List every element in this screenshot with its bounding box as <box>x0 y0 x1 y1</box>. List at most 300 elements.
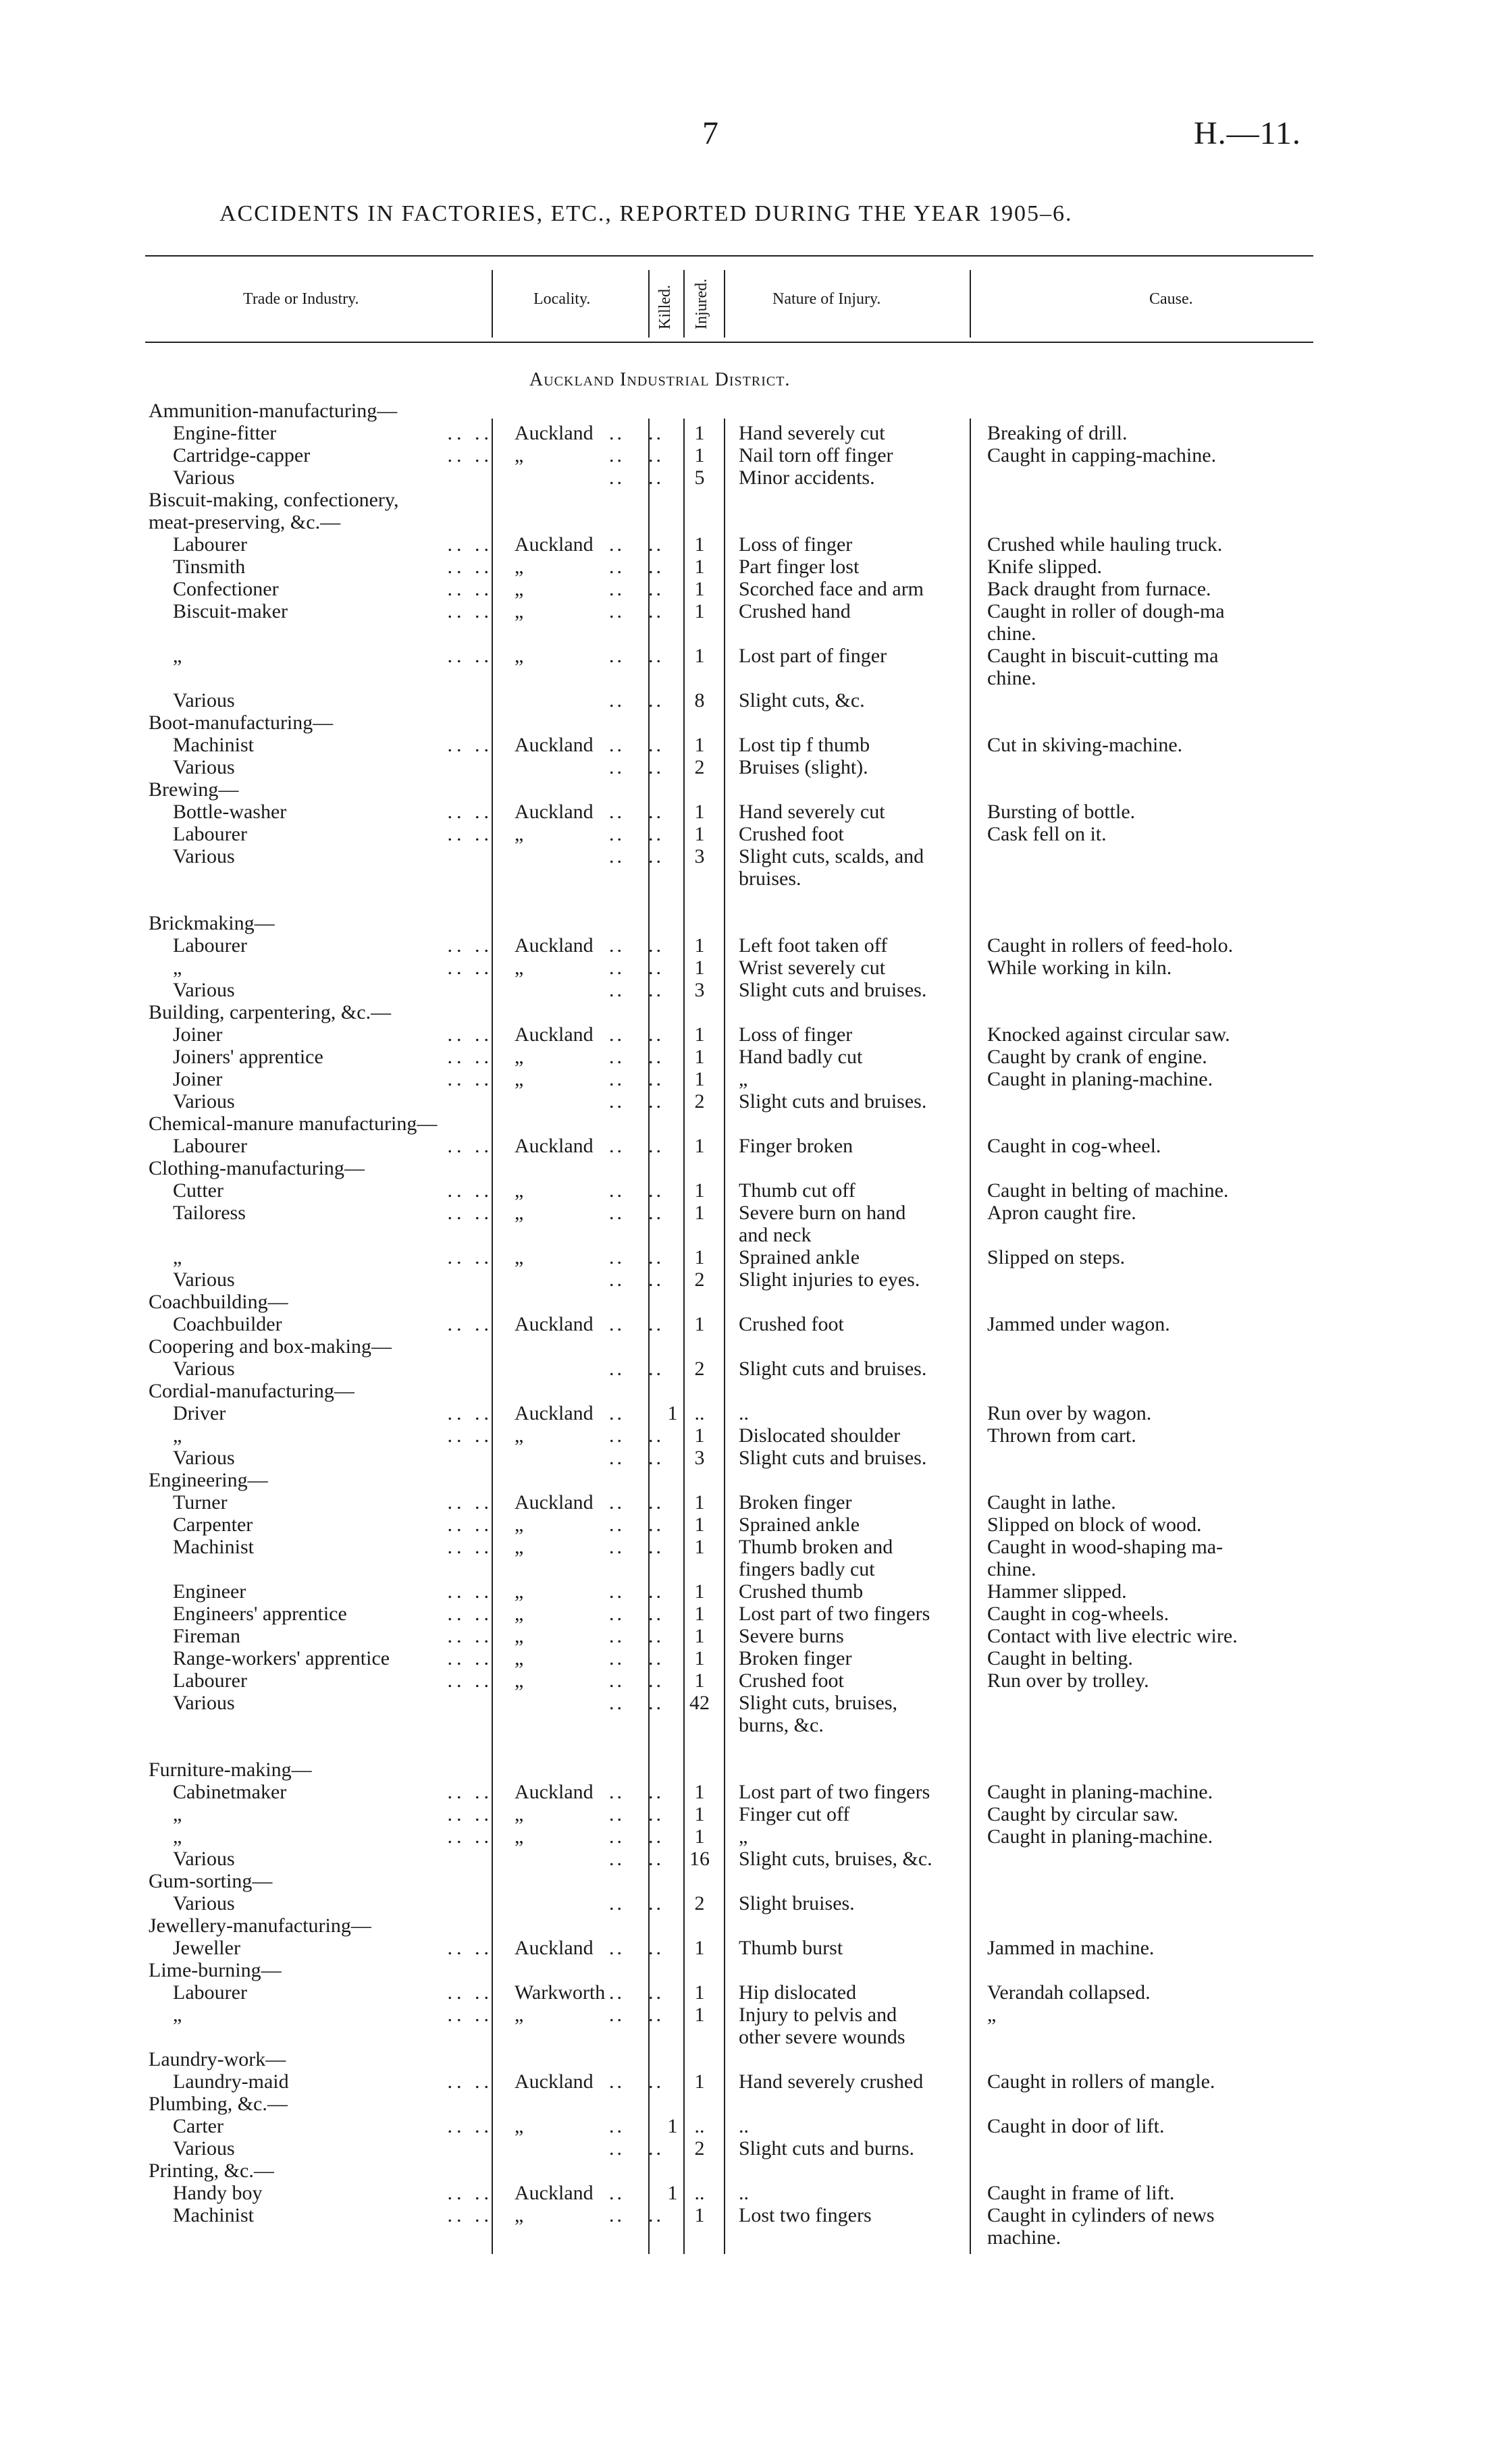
leader-dots: .. <box>609 734 625 756</box>
injured-cell: 2 <box>694 1358 705 1380</box>
cause-cell: Run over by trolley. <box>987 1669 1149 1692</box>
nature-cell: Hand severely cut <box>739 422 885 444</box>
killed-cell: .. <box>648 556 664 578</box>
locality-cell: „ <box>515 645 524 667</box>
locality-cell: „ <box>515 1046 524 1068</box>
cause-cell: Caught in frame of lift. <box>987 2182 1175 2204</box>
table-row <box>0 556 1499 578</box>
cause-cell: Caught in roller of dough-ma <box>987 600 1225 622</box>
section-heading-row <box>0 1959 1499 1981</box>
locality-cell: Auckland <box>515 1135 594 1157</box>
table-row <box>0 422 1499 444</box>
cause-cell: Caught in planing-machine. <box>987 1068 1213 1090</box>
column-header-killed: Killed. <box>656 285 674 329</box>
nature-cell: „ <box>739 1068 748 1090</box>
cause-cell: Slipped on block of wood. <box>987 1514 1202 1536</box>
section-heading-row <box>0 489 1499 511</box>
nature-cell: Loss of finger <box>739 533 853 556</box>
killed-cell: .. <box>648 2137 664 2160</box>
nature-cell: Crushed foot <box>739 1313 844 1335</box>
leader-dots: .. .. <box>447 1135 493 1157</box>
injured-cell: 2 <box>694 2137 705 2160</box>
leader-dots: .. <box>609 444 625 466</box>
cause-cell: Caught by circular saw. <box>987 1803 1178 1825</box>
leader-dots: .. <box>609 1692 625 1714</box>
table-row <box>0 1135 1499 1157</box>
table-row <box>0 444 1499 466</box>
district-heading: Auckland Industrial District. <box>529 369 791 390</box>
injured-cell: 1 <box>694 2004 705 2026</box>
table-row <box>0 533 1499 556</box>
injured-cell: 1 <box>694 1647 705 1669</box>
injured-cell: 1 <box>694 1803 705 1825</box>
killed-cell: .. <box>648 1514 664 1536</box>
cause-cell: Bursting of bottle. <box>987 801 1136 823</box>
nature-cell: Slight cuts and bruises. <box>739 1090 927 1113</box>
leader-dots: .. <box>609 1647 625 1669</box>
injured-cell: 1 <box>694 1202 705 1224</box>
leader-dots: .. <box>609 578 625 600</box>
injured-cell: 42 <box>689 1692 710 1714</box>
column-header-trade: Trade or Industry. <box>243 290 359 308</box>
locality-cell: „ <box>515 600 524 622</box>
injured-cell: 1 <box>694 2070 705 2093</box>
leader-dots: .. .. <box>447 1803 493 1825</box>
leader-dots: .. <box>609 556 625 578</box>
injured-cell: 1 <box>694 1046 705 1068</box>
leader-dots: .. <box>609 1603 625 1625</box>
leader-dots: .. <box>609 1491 625 1514</box>
table-row <box>0 2115 1499 2137</box>
industry-heading: Printing, &c.— <box>149 2160 274 2182</box>
locality-cell: „ <box>515 578 524 600</box>
section-heading-row <box>0 1001 1499 1023</box>
table-row <box>0 1246 1499 1268</box>
trade-cell: Machinist <box>173 1536 254 1558</box>
leader-dots: .. .. <box>447 2004 493 2026</box>
cause-cell: Hammer slipped. <box>987 1580 1127 1603</box>
cause-cell: Caught in wood-shaping ma- <box>987 1536 1224 1558</box>
leader-dots: .. .. <box>447 2182 493 2204</box>
nature-cell: Slight cuts, bruises, <box>739 1692 898 1714</box>
injured-cell: 1 <box>694 600 705 622</box>
nature-cell: Lost part of two fingers <box>739 1603 930 1625</box>
section-heading-row <box>0 1157 1499 1179</box>
trade-cell: Engineers' apprentice <box>173 1603 347 1625</box>
leader-dots: .. <box>609 801 625 823</box>
leader-dots: .. <box>609 1937 625 1959</box>
leader-dots: .. <box>609 1981 625 2004</box>
trade-cell: Various <box>173 689 235 712</box>
injured-cell: 2 <box>694 1892 705 1914</box>
killed-cell: 1 <box>667 1402 678 1424</box>
trade-cell: Machinist <box>173 734 254 756</box>
table-row <box>0 1023 1499 1046</box>
section-heading-row <box>0 1914 1499 1937</box>
table-row <box>0 1603 1499 1625</box>
leader-dots: .. <box>609 1669 625 1692</box>
column-divider <box>724 270 725 338</box>
injured-cell: 1 <box>694 1424 705 1447</box>
nature-cell: Severe burn on hand <box>739 1202 906 1224</box>
industry-heading: Ammunition-manufacturing— <box>149 400 398 422</box>
nature-cell: Thumb burst <box>739 1937 843 1959</box>
nature-cell: .. <box>739 2115 749 2137</box>
injured-cell: 2 <box>694 756 705 778</box>
injured-cell: 1 <box>694 1313 705 1335</box>
locality-cell: „ <box>515 2204 524 2226</box>
trade-cell: Engine-fitter <box>173 422 277 444</box>
nature-cell: Slight cuts, scalds, and <box>739 845 924 867</box>
title-rule <box>145 255 1313 257</box>
cause-cell: Caught in rollers of mangle. <box>987 2070 1215 2093</box>
table-row <box>0 1558 1499 1580</box>
killed-cell: .. <box>648 1536 664 1558</box>
injured-cell: 1 <box>694 1981 705 2004</box>
industry-heading: Coopering and box-making— <box>149 1335 392 1358</box>
killed-cell: .. <box>648 444 664 466</box>
nature-cell: Finger cut off <box>739 1803 850 1825</box>
leader-dots: .. <box>609 466 625 489</box>
leader-dots: .. <box>609 1023 625 1046</box>
locality-cell: „ <box>515 1580 524 1603</box>
leader-dots: .. .. <box>447 578 493 600</box>
table-row <box>0 1402 1499 1424</box>
cause-cell: Caught in cog-wheels. <box>987 1603 1169 1625</box>
trade-cell: „ <box>173 2004 182 2026</box>
nature-cell: Injury to pelvis and <box>739 2004 897 2026</box>
nature-cell: Sprained ankle <box>739 1246 860 1268</box>
table-row <box>0 2226 1499 2249</box>
killed-cell: .. <box>648 1781 664 1803</box>
locality-cell: „ <box>515 1803 524 1825</box>
table-row <box>0 622 1499 645</box>
section-heading-row <box>0 1469 1499 1491</box>
nature-cell: Thumb cut off <box>739 1179 856 1202</box>
trade-cell: Various <box>173 1358 235 1380</box>
cause-cell: Caught in belting of machine. <box>987 1179 1229 1202</box>
trade-cell: Joiner <box>173 1023 223 1046</box>
killed-cell: .. <box>648 1625 664 1647</box>
locality-cell: Auckland <box>515 2070 594 2093</box>
column-divider <box>683 270 685 338</box>
nature-cell: Sprained ankle <box>739 1514 860 1536</box>
leader-dots: .. .. <box>447 1647 493 1669</box>
leader-dots: .. .. <box>447 533 493 556</box>
cause-cell: Caught in lathe. <box>987 1491 1116 1514</box>
section-heading-row <box>0 1113 1499 1135</box>
injured-cell: 3 <box>694 1447 705 1469</box>
trade-cell: „ <box>173 1424 182 1447</box>
industry-heading: Coachbuilding— <box>149 1291 288 1313</box>
killed-cell: .. <box>648 1803 664 1825</box>
leader-dots: .. <box>609 1536 625 1558</box>
injured-cell: 1 <box>694 1937 705 1959</box>
nature-cell: Thumb broken and <box>739 1536 893 1558</box>
injured-cell: 16 <box>689 1848 710 1870</box>
killed-cell: .. <box>648 578 664 600</box>
killed-cell: .. <box>648 734 664 756</box>
leader-dots: .. <box>609 645 625 667</box>
table-row <box>0 2182 1499 2204</box>
table-row <box>0 2026 1499 2048</box>
injured-cell: 8 <box>694 689 705 712</box>
injured-cell: 1 <box>694 1603 705 1625</box>
nature-cell: other severe wounds <box>739 2026 905 2048</box>
section-heading-row <box>0 1380 1499 1402</box>
industry-heading: meat-preserving, &c.— <box>149 511 341 533</box>
leader-dots: .. .. <box>447 801 493 823</box>
trade-cell: „ <box>173 957 182 979</box>
table-row <box>0 2070 1499 2093</box>
nature-cell: Crushed foot <box>739 823 844 845</box>
nature-cell: Slight cuts and bruises. <box>739 979 927 1001</box>
nature-cell: Lost part of two fingers <box>739 1781 930 1803</box>
cause-cell: Caught in cylinders of news <box>987 2204 1215 2226</box>
injured-cell: 1 <box>694 1536 705 1558</box>
industry-heading: Cordial-manufacturing— <box>149 1380 354 1402</box>
killed-cell: 1 <box>667 2182 678 2204</box>
leader-dots: .. .. <box>447 1625 493 1647</box>
table-row <box>0 1692 1499 1714</box>
leader-dots: .. .. <box>447 1046 493 1068</box>
table-row <box>0 1268 1499 1291</box>
table-row <box>0 1647 1499 1669</box>
leader-dots: .. .. <box>447 1179 493 1202</box>
table-row <box>0 1625 1499 1647</box>
trade-cell: Turner <box>173 1491 228 1514</box>
injured-cell: 1 <box>694 1068 705 1090</box>
trade-cell: Tinsmith <box>173 556 246 578</box>
table-row <box>0 689 1499 712</box>
locality-cell: Auckland <box>515 1402 594 1424</box>
leader-dots: .. .. <box>447 1068 493 1090</box>
leader-dots: .. .. <box>447 1424 493 1447</box>
killed-cell: .. <box>648 1848 664 1870</box>
leader-dots: .. <box>609 533 625 556</box>
trade-cell: Various <box>173 1090 235 1113</box>
table-row <box>0 578 1499 600</box>
trade-cell: Joiner <box>173 1068 223 1090</box>
section-heading-row <box>0 511 1499 533</box>
trade-cell: Labourer <box>173 823 247 845</box>
table-row <box>0 867 1499 890</box>
injured-cell: 1 <box>694 734 705 756</box>
leader-dots: .. .. <box>447 1023 493 1046</box>
leader-dots: .. .. <box>447 2204 493 2226</box>
table-row <box>0 1580 1499 1603</box>
locality-cell: Auckland <box>515 1023 594 1046</box>
table-row <box>0 801 1499 823</box>
injured-cell: 3 <box>694 845 705 867</box>
leader-dots: .. .. <box>447 1246 493 1268</box>
column-header-nature: Nature of Injury. <box>772 290 881 308</box>
killed-cell: .. <box>648 2004 664 2026</box>
injured-cell: 1 <box>694 1514 705 1536</box>
cause-cell: Apron caught fire. <box>987 1202 1136 1224</box>
leader-dots: .. .. <box>447 1491 493 1514</box>
leader-dots: .. <box>609 979 625 1001</box>
nature-cell: Slight cuts and bruises. <box>739 1447 927 1469</box>
nature-cell: Broken finger <box>739 1491 852 1514</box>
cause-cell: While working in kiln. <box>987 957 1172 979</box>
nature-cell: .. <box>739 2182 749 2204</box>
killed-cell: .. <box>648 1825 664 1848</box>
injured-cell: 1 <box>694 422 705 444</box>
nature-cell: Slight cuts and bruises. <box>739 1358 927 1380</box>
nature-cell: Slight cuts, bruises, &c. <box>739 1848 932 1870</box>
table-row <box>0 890 1499 912</box>
killed-cell: .. <box>648 1179 664 1202</box>
locality-cell: „ <box>515 1424 524 1447</box>
injured-cell: 1 <box>694 556 705 578</box>
nature-cell: Lost two fingers <box>739 2204 872 2226</box>
section-heading-row <box>0 712 1499 734</box>
industry-heading: Gum-sorting— <box>149 1870 273 1892</box>
table-row <box>0 1981 1499 2004</box>
killed-cell: .. <box>648 466 664 489</box>
leader-dots: .. <box>609 1424 625 1447</box>
injured-cell: 1 <box>694 1023 705 1046</box>
leader-dots: .. .. <box>447 444 493 466</box>
killed-cell: .. <box>648 1068 664 1090</box>
killed-cell: .. <box>648 1202 664 1224</box>
locality-cell: „ <box>515 2115 524 2137</box>
injured-cell: 1 <box>694 934 705 957</box>
table-row <box>0 645 1499 667</box>
killed-cell: .. <box>648 1669 664 1692</box>
table-row <box>0 823 1499 845</box>
leader-dots: .. <box>609 689 625 712</box>
trade-cell: Range-workers' apprentice <box>173 1647 390 1669</box>
killed-cell: .. <box>648 756 664 778</box>
industry-heading: Clothing-manufacturing— <box>149 1157 365 1179</box>
nature-cell: Lost tip f thumb <box>739 734 870 756</box>
locality-cell: Auckland <box>515 1937 594 1959</box>
table-row <box>0 1536 1499 1558</box>
industry-heading: Brewing— <box>149 778 239 801</box>
locality-cell: „ <box>515 1536 524 1558</box>
cause-cell: chine. <box>987 1558 1036 1580</box>
leader-dots: .. .. <box>447 1580 493 1603</box>
nature-cell: bruises. <box>739 867 801 890</box>
locality-cell: „ <box>515 1179 524 1202</box>
leader-dots: .. <box>609 1246 625 1268</box>
cause-cell: „ <box>987 2004 997 2026</box>
locality-cell: Auckland <box>515 533 594 556</box>
table-row <box>0 2004 1499 2026</box>
leader-dots: .. <box>609 1090 625 1113</box>
leader-dots: .. .. <box>447 2070 493 2093</box>
section-heading-row <box>0 1335 1499 1358</box>
killed-cell: .. <box>648 1090 664 1113</box>
nature-cell: Slight bruises. <box>739 1892 855 1914</box>
nature-cell: Slight injuries to eyes. <box>739 1268 920 1291</box>
nature-cell: Wrist severely cut <box>739 957 886 979</box>
trade-cell: Tailoress <box>173 1202 246 1224</box>
leader-dots: .. <box>609 2137 625 2160</box>
cause-cell: Caught by crank of engine. <box>987 1046 1207 1068</box>
nature-cell: and neck <box>739 1224 812 1246</box>
cause-cell: chine. <box>987 622 1036 645</box>
table-row <box>0 1179 1499 1202</box>
cause-cell: Thrown from cart. <box>987 1424 1136 1447</box>
cause-cell: Back draught from furnace. <box>987 578 1211 600</box>
injured-cell: 1 <box>694 1825 705 1848</box>
nature-cell: Part finger lost <box>739 556 860 578</box>
locality-cell: „ <box>515 1514 524 1536</box>
trade-cell: Various <box>173 1692 235 1714</box>
locality-cell: Auckland <box>515 1313 594 1335</box>
table-row <box>0 1447 1499 1469</box>
injured-cell: 1 <box>694 1625 705 1647</box>
table-row <box>0 1313 1499 1335</box>
nature-cell: Crushed hand <box>739 600 851 622</box>
trade-cell: Laundry-maid <box>173 2070 289 2093</box>
trade-cell: Jeweller <box>173 1937 240 1959</box>
table-row <box>0 1892 1499 1914</box>
table-row <box>0 1825 1499 1848</box>
locality-cell: „ <box>515 1603 524 1625</box>
cause-cell: chine. <box>987 667 1036 689</box>
section-heading-row <box>0 2160 1499 2182</box>
table-row <box>0 2137 1499 2160</box>
leader-dots: .. <box>609 934 625 957</box>
trade-cell: „ <box>173 1246 182 1268</box>
leader-dots: .. .. <box>447 1514 493 1536</box>
industry-heading: Furniture-making— <box>149 1759 312 1781</box>
trade-cell: Labourer <box>173 1669 247 1692</box>
injured-cell: 3 <box>694 979 705 1001</box>
cause-cell: Caught in cog-wheel. <box>987 1135 1161 1157</box>
column-header-cause: Cause. <box>1149 290 1193 308</box>
table-row <box>0 1491 1499 1514</box>
trade-cell: Bottle-washer <box>173 801 287 823</box>
leader-dots: .. .. <box>447 1937 493 1959</box>
leader-dots: .. .. <box>447 645 493 667</box>
trade-cell: Various <box>173 845 235 867</box>
table-row <box>0 667 1499 689</box>
leader-dots: .. <box>609 823 625 845</box>
leader-dots: .. .. <box>447 1981 493 2004</box>
trade-cell: Machinist <box>173 2204 254 2226</box>
trade-cell: Confectioner <box>173 578 279 600</box>
document-code: H.—11. <box>1194 115 1301 151</box>
leader-dots: .. .. <box>447 823 493 845</box>
leader-dots: .. <box>609 2004 625 2026</box>
industry-heading: Plumbing, &c.— <box>149 2093 288 2115</box>
killed-cell: .. <box>648 1424 664 1447</box>
injured-cell: 1 <box>694 823 705 845</box>
nature-cell: .. <box>739 1402 749 1424</box>
killed-cell: .. <box>648 689 664 712</box>
nature-cell: Lost part of finger <box>739 645 887 667</box>
injured-cell: 1 <box>694 957 705 979</box>
leader-dots: .. <box>609 2070 625 2093</box>
trade-cell: Various <box>173 1892 235 1914</box>
section-heading-row <box>0 1759 1499 1781</box>
locality-cell: Auckland <box>515 934 594 957</box>
leader-dots: .. <box>609 1268 625 1291</box>
table-row <box>0 1803 1499 1825</box>
section-heading-row <box>0 1870 1499 1892</box>
cause-cell: Caught in biscuit-cutting ma <box>987 645 1219 667</box>
killed-cell: .. <box>648 1491 664 1514</box>
table-row <box>0 1068 1499 1090</box>
leader-dots: .. <box>609 1781 625 1803</box>
industry-heading: Jewellery-manufacturing— <box>149 1914 371 1937</box>
table-row <box>0 845 1499 867</box>
